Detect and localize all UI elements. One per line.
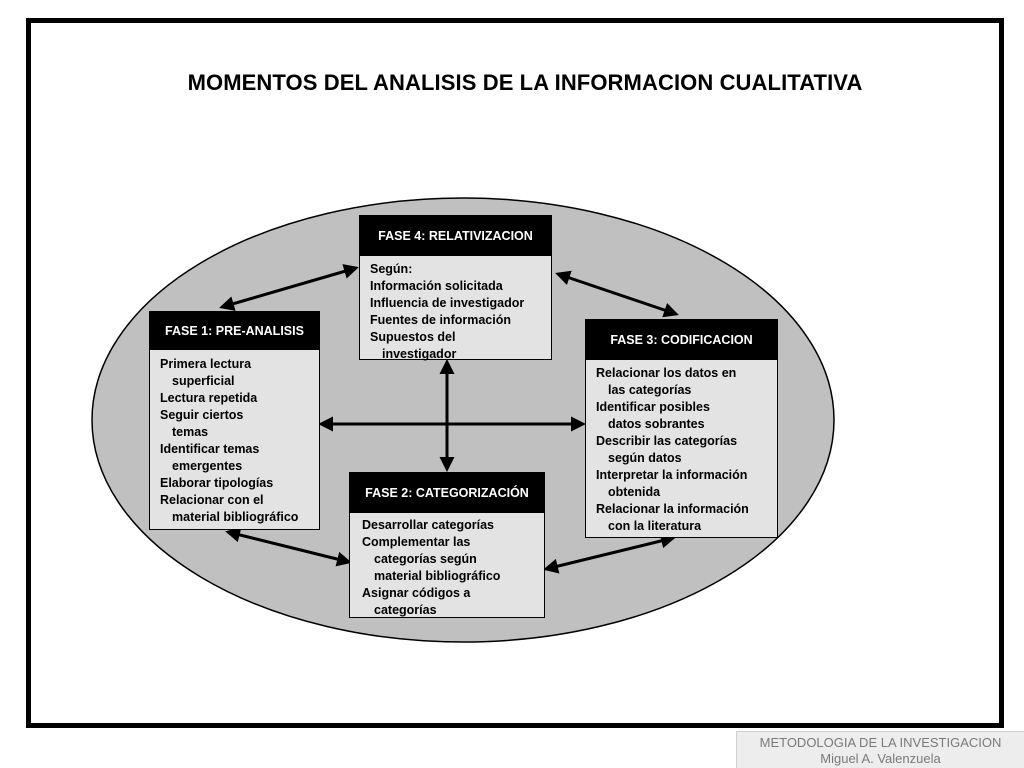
phase-item-list [360,256,551,363]
phase-header: FASE 2: CATEGORIZACIÓN [350,473,544,513]
phase-item-continuation: con la literatura [608,519,702,533]
phase-item-text: Relacionar los datos en [596,366,737,380]
diagram-title: MOMENTOS DEL ANALISIS DE LA INFORMACION CUALITATIVA [187,70,863,95]
phase-item-text: Relacionar la información [596,502,749,516]
phase-item [596,501,777,535]
phase-item-continuation: categorías [374,603,437,617]
phase-header: FASE 1: PRE-ANALISIS [150,312,319,350]
phase-item [362,585,544,619]
phase-item [370,278,551,295]
phase-item-list [586,360,777,535]
phase-item [160,475,319,492]
phase-item [362,517,544,534]
phase-item-text: Relacionar con el [160,493,264,507]
phase-item-text: Lectura repetida [160,391,258,405]
phase-item-continuation: material bibliográfico [374,569,501,583]
phase-item-text: Fuentes de información [370,313,511,327]
phase-item-text: Influencia de investigador [370,296,525,310]
phase-item-text: Complementar las [362,535,471,549]
phase-item-text: Asignar códigos a [362,586,471,600]
phase-item [596,467,777,501]
phase-item [160,356,319,390]
phase-box-relativizacion [359,215,552,360]
footer-credit [736,731,1024,768]
phase-item-text: Identificar posibles [596,400,710,414]
phase-box-categorizacion [349,472,545,618]
phase-item-continuation: según datos [608,451,682,465]
phase-item-text: Desarrollar categorías [362,518,495,532]
phase-item-text: Seguir ciertos [160,408,244,422]
phase-item-text: Identificar temas [160,442,260,456]
phase-item-list [150,350,319,526]
phase-item [160,441,319,475]
phase-item-continuation: categorías según [374,552,477,566]
phase-item-text: Según: [370,262,413,276]
phase-box-pre-analisis [149,311,320,530]
phase-item-text: Describir las categorías [596,434,738,448]
phase-item [362,534,544,585]
phase-item-continuation: material bibliográfico [172,510,299,524]
phase-item-text: Primera lectura [160,357,252,371]
phase-item [160,390,319,407]
phase-item-continuation: emergentes [172,459,243,473]
phase-item-text: Información solicitada [370,279,503,293]
phase-item-text: Interpretar la información [596,468,748,482]
phase-item [596,399,777,433]
phase-item-text: Elaborar tipologías [160,476,274,490]
footer-course-title: METODOLOGIA DE LA INVESTIGACION [759,735,1002,750]
phase-item-continuation: datos sobrantes [608,417,705,431]
phase-item-continuation: las categorías [608,383,692,397]
phase-item [370,295,551,312]
phase-item-text: Supuestos del [370,330,456,344]
phase-item [370,312,551,329]
phase-item [160,492,319,526]
phase-item [370,329,551,363]
phase-item-continuation: temas [172,425,209,439]
phase-item-continuation: obtenida [608,485,661,499]
phase-item [596,433,777,467]
phase-item-continuation: superficial [172,374,235,388]
phase-item [160,407,319,441]
phase-header: FASE 3: CODIFICACION [586,320,777,360]
phase-item [596,365,777,399]
phase-item [370,261,551,278]
phase-item-continuation: investigador [382,347,457,361]
phase-header: FASE 4: RELATIVIZACION [360,216,551,256]
footer-author: Miguel A. Valenzuela [820,751,941,766]
phase-item-list [350,513,544,619]
phase-box-codificacion [585,319,778,538]
